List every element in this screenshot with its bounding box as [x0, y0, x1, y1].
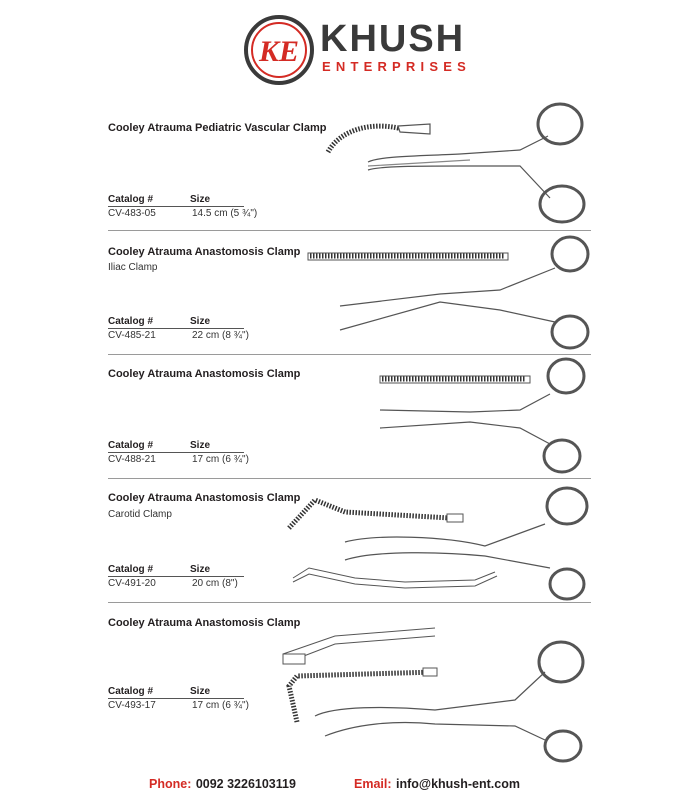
- size-label: Size: [190, 686, 211, 697]
- email-address[interactable]: info@khush-ent.com: [395, 777, 520, 791]
- email-label: Email:: [354, 777, 392, 791]
- product-title: Cooley Atrauma Anastomosis Clamp: [108, 246, 301, 258]
- size-label: Size: [190, 316, 211, 327]
- anastomosis-clamp-image: [370, 356, 590, 480]
- header: [0, 0, 689, 100]
- phone-contact[interactable]: [149, 775, 296, 793]
- product-title: Cooley Atrauma Pediatric Vascular Clamp: [108, 122, 327, 134]
- iliac-clamp-image: [300, 232, 590, 356]
- phone-label: Phone:: [149, 777, 192, 791]
- section-divider: [108, 230, 591, 231]
- catalog-rule: [108, 206, 244, 207]
- brand-logo-icon: [243, 14, 315, 86]
- brand-name: KHUSH: [320, 18, 466, 60]
- product-card: [0, 100, 689, 224]
- section-divider: [108, 354, 591, 355]
- pediatric-vascular-clamp-image: [320, 100, 590, 224]
- catalog-label: Catalog #: [108, 316, 154, 327]
- product-card: [0, 232, 689, 356]
- logo-monogram: KE: [258, 35, 300, 68]
- angled-anastomosis-clamp-image: [275, 616, 590, 766]
- product-card: [0, 356, 689, 480]
- brand-subtitle: ENTERPRISES: [322, 59, 471, 74]
- carotid-clamp-image: [285, 480, 590, 604]
- section-divider: [108, 602, 591, 603]
- size-label: Size: [190, 194, 211, 205]
- product-title: Cooley Atrauma Anastomosis Clamp: [108, 617, 301, 629]
- catalog-label: Catalog #: [108, 194, 154, 205]
- catalog-rule: [108, 452, 244, 453]
- contact-footer: [0, 773, 689, 793]
- catalog-number: CV-483-05: [108, 208, 156, 219]
- product-title: Cooley Atrauma Anastomosis Clamp: [108, 492, 301, 504]
- catalog-rule: [108, 328, 244, 329]
- product-subtitle: Iliac Clamp: [108, 262, 158, 273]
- catalog-rule: [108, 576, 244, 577]
- product-card: [0, 480, 689, 604]
- size-value: 20 cm (8"): [192, 578, 238, 589]
- catalog-label: Catalog #: [108, 686, 154, 697]
- size-value: 14.5 cm (5 ¾"): [192, 208, 258, 219]
- catalog-label: Catalog #: [108, 440, 154, 451]
- product-subtitle: Carotid Clamp: [108, 509, 172, 520]
- catalog-rule: [108, 698, 244, 699]
- email-contact[interactable]: [354, 775, 520, 793]
- section-divider: [108, 478, 591, 479]
- catalog-number: CV-491-20: [108, 578, 156, 589]
- size-label: Size: [190, 564, 211, 575]
- catalog-number: CV-493-17: [108, 700, 156, 711]
- size-value: 22 cm (8 ¾"): [192, 330, 249, 341]
- size-value: 17 cm (6 ¾"): [192, 454, 249, 465]
- product-card: [0, 604, 689, 764]
- size-value: 17 cm (6 ¾"): [192, 700, 249, 711]
- product-title: Cooley Atrauma Anastomosis Clamp: [108, 368, 301, 380]
- catalog-label: Catalog #: [108, 564, 154, 575]
- size-label: Size: [190, 440, 211, 451]
- catalog-number: CV-485-21: [108, 330, 156, 341]
- catalog-number: CV-488-21: [108, 454, 156, 465]
- phone-number[interactable]: 0092 3226103119: [195, 777, 296, 791]
